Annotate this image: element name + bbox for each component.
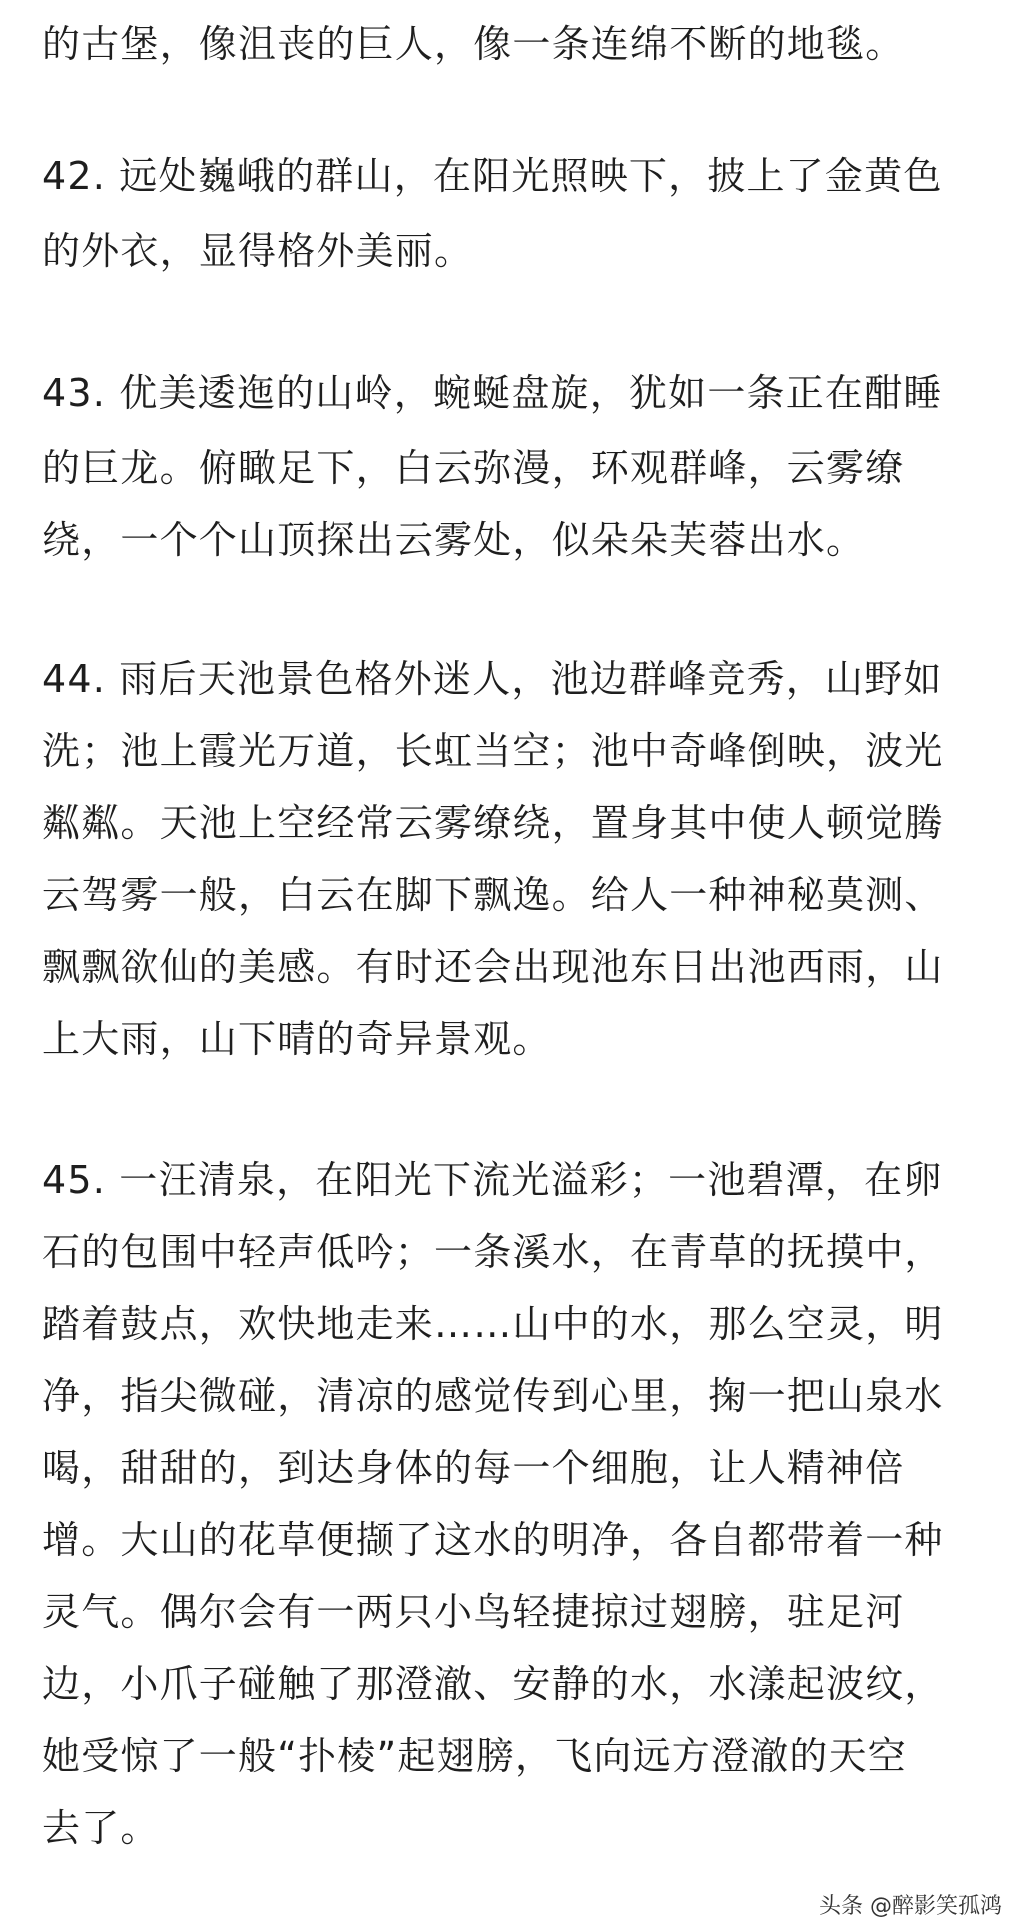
text-line: 增。大山的花草便撷了这水的明净，各自都带着一种 <box>42 1518 944 1562</box>
text-line: 上大雨，山下晴的奇异景观。 <box>42 1017 552 1061</box>
text-line: 喝，甜甜的，到达身体的每一个细胞，让人精神倍 <box>42 1446 905 1490</box>
text-line: 45. 一汪清泉，在阳光下流光溢彩；一池碧潭，在卵 <box>42 1158 943 1202</box>
text-line: 她受惊了一般“扑棱”起翅膀，飞向远方澄澈的天空 <box>42 1734 907 1778</box>
text-line: 灵气。偶尔会有一两只小鸟轻捷掠过翅膀，驻足河 <box>42 1590 905 1634</box>
text-line: 净，指尖微碰，清凉的感觉传到心里，掬一把山泉水 <box>42 1374 944 1418</box>
text-line: 绕，一个个山顶探出云雾处，似朵朵芙蓉出水。 <box>42 518 866 562</box>
text-line: 的巨龙。俯瞰足下，白云弥漫，环观群峰，云雾缭 <box>42 446 905 490</box>
text-line: 踏着鼓点，欢快地走来……山中的水，那么空灵，明 <box>42 1302 944 1346</box>
text-line: 42. 远处巍峨的群山，在阳光照映下，披上了金黄色 <box>42 154 943 198</box>
text-line: 粼粼。天池上空经常云雾缭绕，置身其中使人顿觉腾 <box>42 801 944 845</box>
text-line: 43. 优美逶迤的山岭，蜿蜒盘旋，犹如一条正在酣睡 <box>42 371 943 415</box>
watermark: 头条 @醉影笑孤鸿 <box>819 1894 1002 1919</box>
text-line: 的外衣，显得格外美丽。 <box>42 229 474 273</box>
text-line: 云驾雾一般，白云在脚下飘逸。给人一种神秘莫测、 <box>42 873 944 917</box>
text-line: 边，小爪子碰触了那澄澈、安静的水，水漾起波纹， <box>42 1662 944 1706</box>
text-line: 44. 雨后天池景色格外迷人，池边群峰竞秀，山野如 <box>42 657 943 701</box>
text-line: 的古堡，像沮丧的巨人，像一条连绵不断的地毯。 <box>42 22 905 66</box>
text-line: 石的包围中轻声低吟；一条溪水，在青草的抚摸中， <box>42 1230 944 1274</box>
text-line: 去了。 <box>42 1806 160 1850</box>
text-line: 洗；池上霞光万道，长虹当空；池中奇峰倒映，波光 <box>42 729 944 773</box>
text-line: 飘飘欲仙的美感。有时还会出现池东日出池西雨，山 <box>42 945 944 989</box>
